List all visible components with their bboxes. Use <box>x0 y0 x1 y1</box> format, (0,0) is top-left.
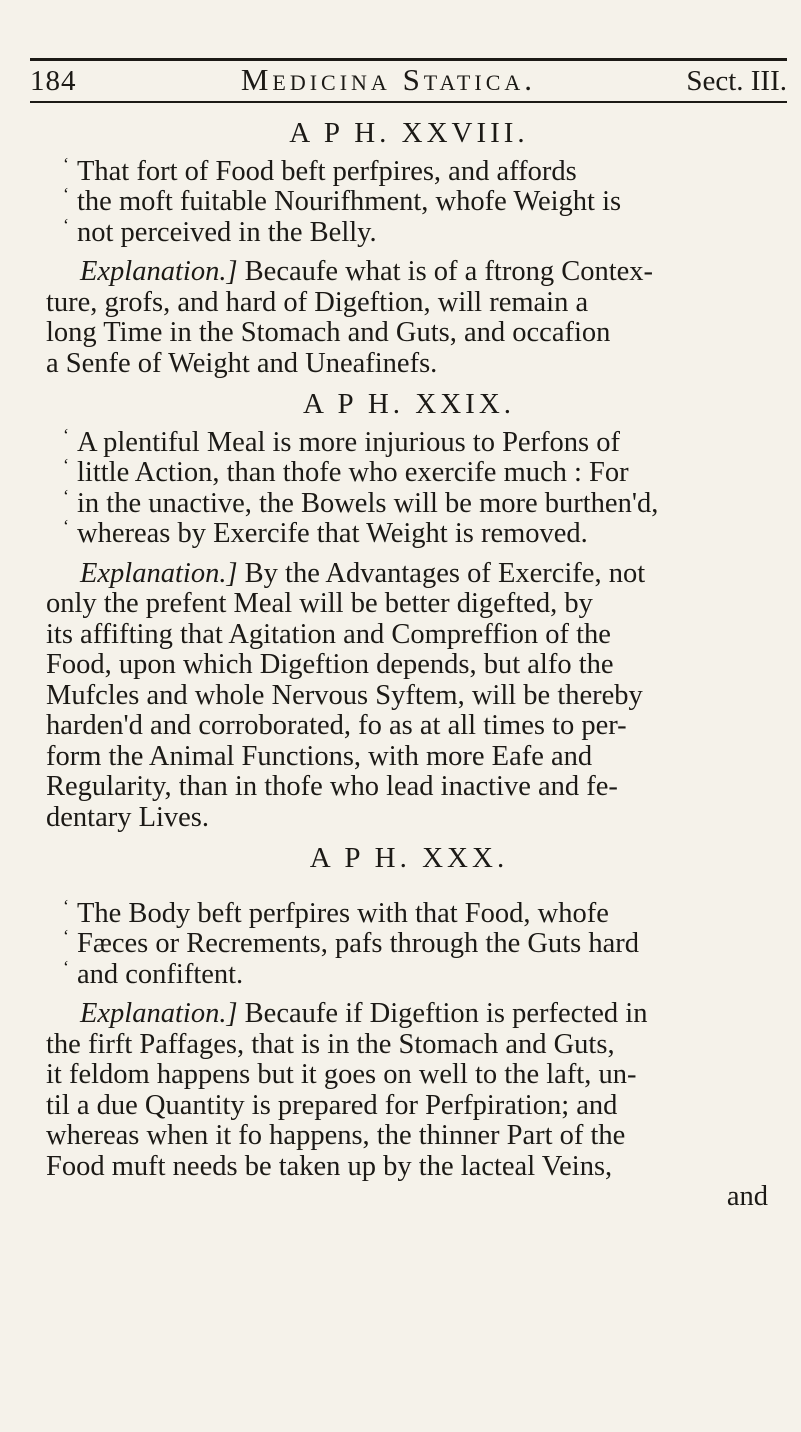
aphorism-title: A P H. XXVIII. <box>289 117 529 149</box>
aphorism-quote <box>46 149 772 248</box>
aphorism-quote <box>46 891 772 990</box>
section-label: Sect. III. <box>686 65 787 97</box>
explanation-line: its affifting that Agitation and Compreffion of the <box>46 618 611 650</box>
quote-mark: ‘ <box>63 424 69 445</box>
explanation-label: Explanation.] <box>80 256 238 287</box>
aphorism-explanation <box>46 559 772 834</box>
aphorism-28 <box>46 118 772 379</box>
explanation-line: Food, upon which Digeftion depends, but alfo the <box>46 649 614 680</box>
quote-mark: ‘ <box>63 926 69 946</box>
running-header <box>30 58 787 108</box>
explanation-line: Mufcles and whole Nervous Syftem, will be thereby <box>46 679 643 711</box>
aphorism-title: A P H. XXIX. <box>302 388 516 420</box>
quote-mark: ‘ <box>63 214 69 235</box>
explanation-line: til a due Quantity is prepared for Perfpiration; and <box>46 1089 618 1121</box>
page-number: 184 <box>30 65 77 97</box>
quote-line: ‘ That fort of Food beft perfpires, and affords <box>63 153 577 187</box>
explanation-line: dentary Lives. <box>46 801 210 833</box>
explanation-label: Explanation.] <box>80 557 238 589</box>
explanation-line: whereas when it fo happens, the thinner Part of the <box>46 1120 626 1151</box>
header-row <box>30 62 787 100</box>
aphorism-title: A P H. XXX. <box>309 842 509 874</box>
catchword: and <box>726 1181 768 1212</box>
quote-mark: ‘ <box>63 184 69 204</box>
explanation-line: form the Animal Functions, with more Eafe and <box>46 740 593 772</box>
explanation-line: ture, grofs, and hard of Digeftion, will remain a <box>46 286 589 318</box>
quote-line: ‘ A plentiful Meal is more injurious to Perfons of <box>63 424 621 458</box>
explanation-line: only the prefent Meal will be better digefted, by <box>46 588 593 619</box>
explanation-line: it feldom happens but it goes on well to the laft, un- <box>46 1059 637 1090</box>
header-rule-bottom <box>30 101 787 103</box>
explanation-line: Explanation.] By the Advantages of Exercife, not <box>80 557 646 589</box>
aphorism-explanation <box>46 999 772 1213</box>
explanation-line: Regularity, than in thofe who lead inactive and fe- <box>46 771 618 802</box>
aphorism-30 <box>46 843 772 1213</box>
running-title: Medicina Statica. <box>240 62 537 97</box>
explanation-line: long Time in the Stomach and Guts, and occafion <box>46 317 611 348</box>
quote-line: ‘ the moft fuitable Nourifhment, whofe Weight is <box>63 184 622 217</box>
quote-line: ‘ and confiftent. <box>63 956 244 990</box>
quote-mark: ‘ <box>63 153 69 174</box>
aphorism-29 <box>46 389 772 833</box>
quote-mark: ‘ <box>63 455 69 475</box>
quote-line: ‘ not perceived in the Belly. <box>63 214 377 248</box>
quote-line: ‘ Fæces or Recrements, pafs through the Guts hard <box>63 926 639 959</box>
page-body <box>46 118 772 1213</box>
quote-line: ‘ whereas by Exercife that Weight is removed. <box>63 516 588 549</box>
explanation-line: Explanation.] Becaufe what is of a ftrong Contex- <box>80 256 654 287</box>
explanation-line: Explanation.] Becaufe if Digeftion is perfected in <box>80 998 648 1029</box>
quote-mark: ‘ <box>63 895 69 916</box>
quote-mark: ‘ <box>63 485 69 506</box>
header-rule-top <box>30 58 787 61</box>
explanation-line: a Senfe of Weight and Uneafinefs. <box>46 347 438 379</box>
quote-line: ‘ little Action, than thofe who exercife much : For <box>63 455 629 488</box>
explanation-line: the firft Paffages, that is in the Stomach and Guts, <box>46 1028 615 1060</box>
aphorism-quote <box>46 420 772 549</box>
quote-line: ‘ in the unactive, the Bowels will be more burthen'd, <box>63 485 659 519</box>
quote-line: ‘ The Body beft perfpires with that Food, whofe <box>63 895 609 929</box>
explanation-line: harden'd and corroborated, fo as at all times to per- <box>46 710 627 741</box>
quote-mark: ‘ <box>63 516 69 536</box>
explanation-line: Food muft needs be taken up by the lacteal Veins, <box>46 1150 613 1182</box>
aphorism-explanation <box>46 257 772 379</box>
explanation-label: Explanation.] <box>80 998 238 1029</box>
quote-mark: ‘ <box>63 956 69 977</box>
